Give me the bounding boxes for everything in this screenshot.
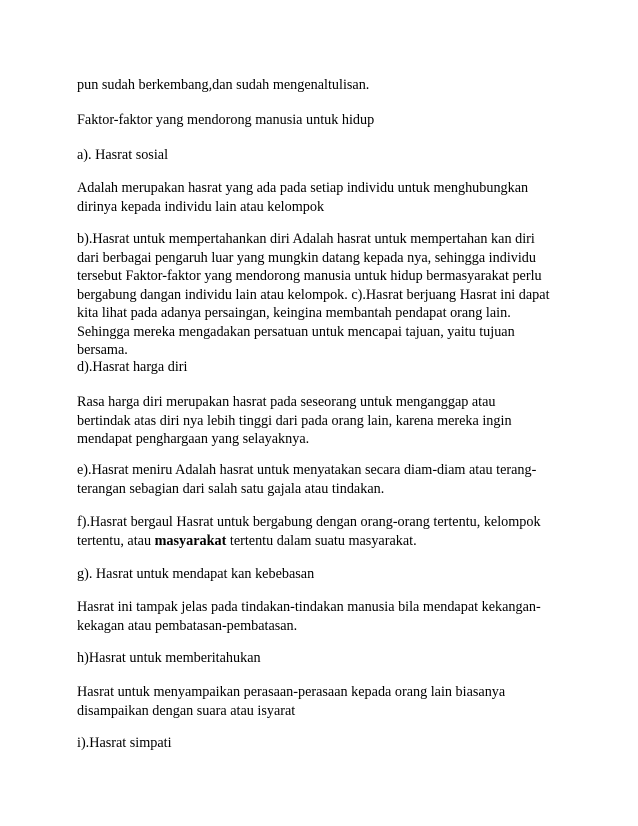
heading-hasrat-kebebasan [77,565,577,584]
text-line: kekagan atau pembatasan-pembatasan. [77,617,298,634]
text-line: dirinya kepada individu lain atau kelompok [77,198,325,215]
text-line: Rasa harga diri merupakan hasrat pada seseorang untuk menganggap atau [77,394,496,410]
paragraph-hasrat-meniru [77,461,577,498]
text-line: Adalah merupakan hasrat yang ada pada setiap individu untuk menghubungkan [77,180,529,196]
paragraph-hasrat-mempertahankan [77,230,577,360]
text-line: i).Hasrat simpati [77,735,172,751]
text-line: terangan sebagian dari salah satu gajala atau tindakan. [77,480,385,497]
paragraph-hasrat-kebebasan [77,598,577,635]
text-line: tersebut Faktor-faktor yang mendorong manusia untuk hidup bermasyarakat perlu [77,268,542,284]
text-line: a). Hasrat sosial [77,147,169,163]
text-line: e).Hasrat meniru Adalah hasrat untuk menyatakan secara diam-diam atau terang- [77,462,537,478]
heading-hasrat-memberitahukan [77,649,577,668]
heading-hasrat-harga-diri [77,358,577,377]
text-line: bersama. [77,342,128,358]
text-line: b).Hasrat untuk mempertahankan diri Adalah hasrat untuk mempertahan kan diri [77,231,535,247]
text-line: bergabung dangan individu lain atau kelompok. c).Hasrat berjuang Hasrat ini dapat [77,286,550,303]
text-line: bertindak atas diri nya lebih tinggi dari pada orang lain, karena mereka ingin [77,412,512,429]
text-segment: tertentu, atau [77,532,155,549]
heading-hasrat-simpati [77,734,577,753]
text-line: d).Hasrat harga diri [77,359,188,375]
paragraph-intro [77,76,577,95]
heading-hasrat-sosial [77,146,577,165]
text-line: mendapat penghargaan yang selayaknya. [77,431,310,447]
text-line: dari berbagai pengaruh luar yang mungkin datang kepada nya, sehingga individu [77,249,536,266]
text-line: h)Hasrat untuk memberitahukan [77,650,261,666]
paragraph-heading-faktor [77,111,577,130]
text-line: Sehingga mereka mengadakan persatuan untuk mencapai tajuan, yaitu tujuan [77,323,515,340]
text-line: g). Hasrat untuk mendapat kan kebebasan [77,566,315,582]
bold-keyword: masyarakat [154,532,227,549]
paragraph-hasrat-sosial [77,179,577,216]
text-segment: tertentu dalam suatu masyarakat. [226,532,417,549]
paragraph-hasrat-harga-diri [77,393,577,449]
text-line-with-bold [77,532,577,551]
text-line: pun sudah berkembang,dan sudah mengenaltulisan. [77,77,370,93]
text-line: Hasrat untuk menyampaikan perasaan-perasaan kepada orang lain biasanya [77,684,506,700]
paragraph-hasrat-bergaul [77,513,577,550]
text-line: Faktor-faktor yang mendorong manusia untuk hidup [77,112,375,128]
paragraph-hasrat-memberitahukan [77,683,577,720]
text-line: Hasrat ini tampak jelas pada tindakan-tindakan manusia bila mendapat kekangan- [77,599,541,615]
text-line: disampaikan dengan suara atau isyarat [77,702,296,719]
text-line: f).Hasrat bergaul Hasrat untuk bergabung dengan orang-orang tertentu, kelompok [77,514,541,530]
text-line: kita lihat pada adanya persaingan, keingina membantah pendapat orang lain. [77,305,511,321]
